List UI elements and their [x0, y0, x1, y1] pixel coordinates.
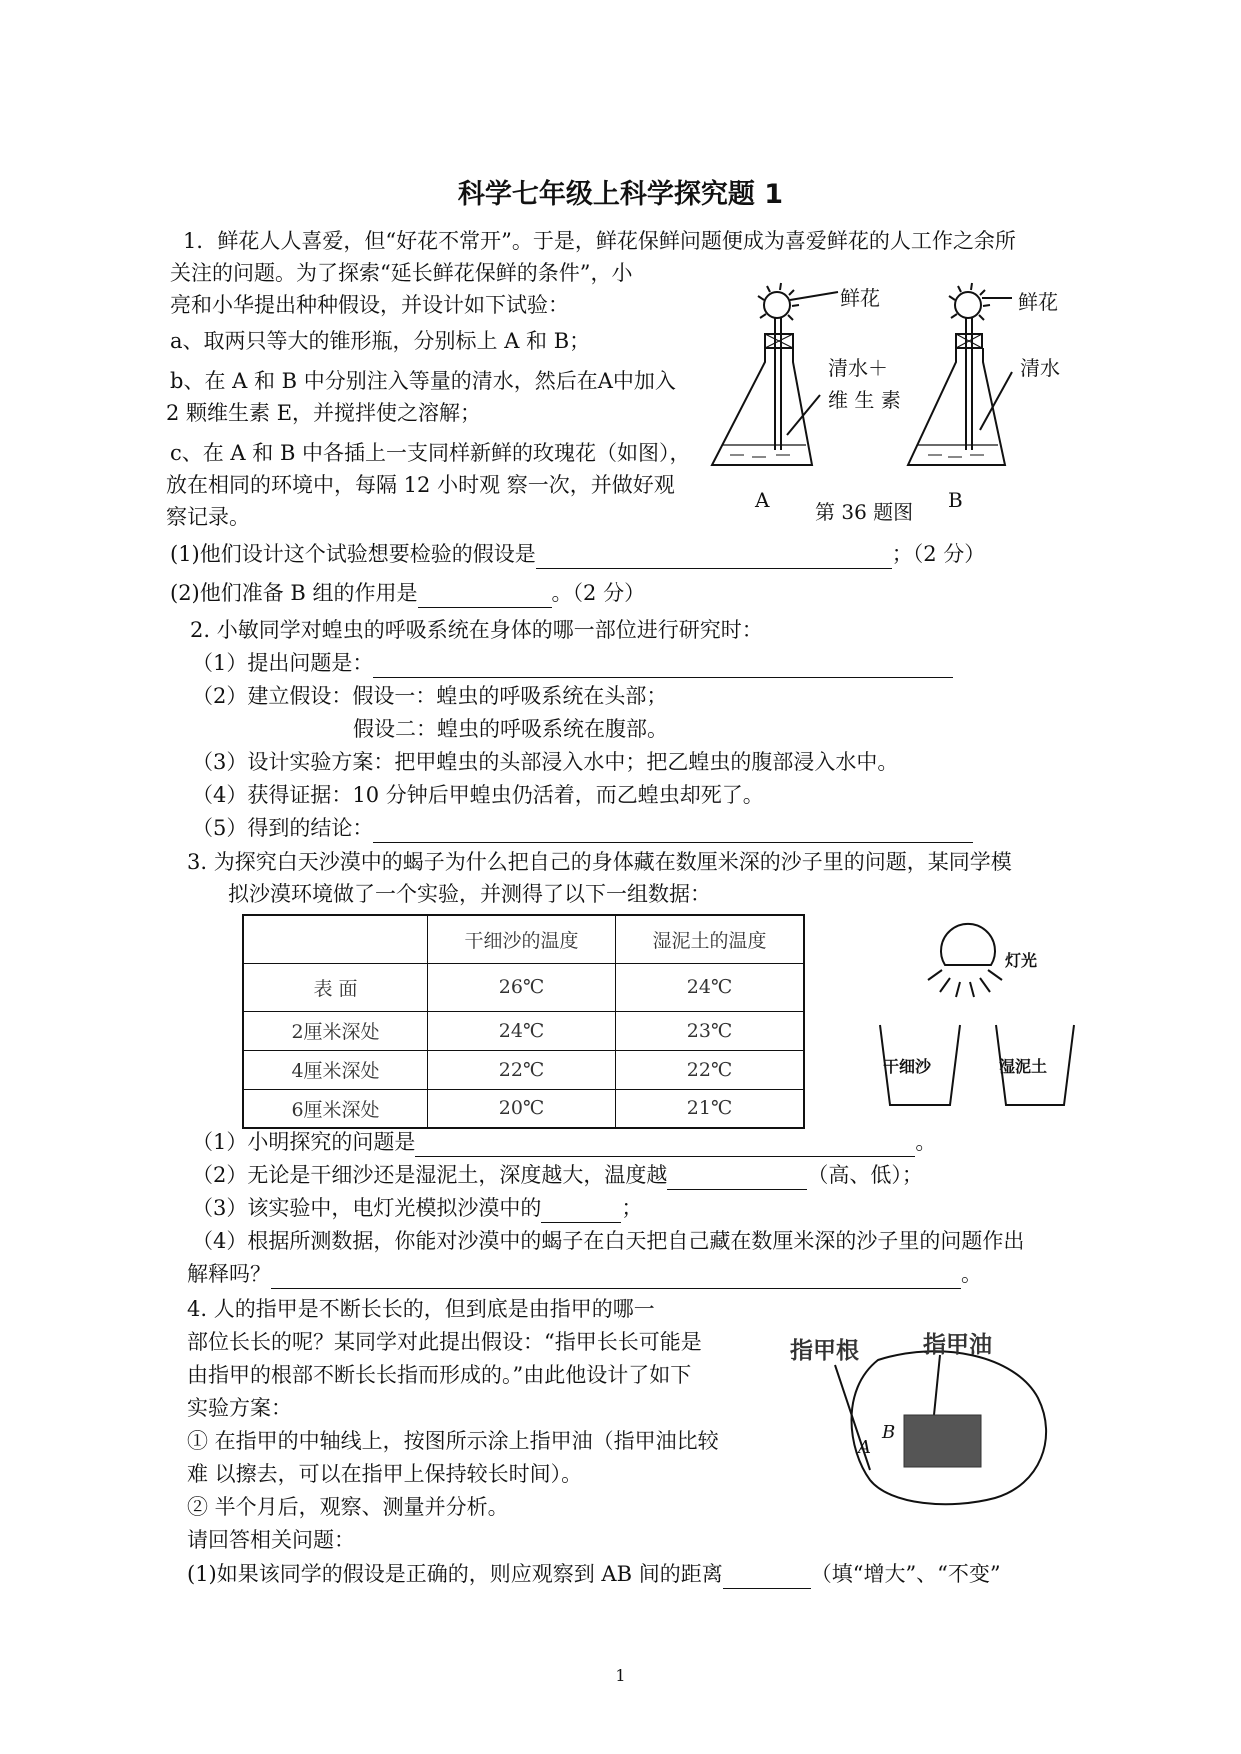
q1-intro: 关注的问题。为了探索“延长鲜花保鲜的条件”，小: [170, 261, 633, 285]
q1-sub2: (2)他们准备 B 组的作用是 。（2 分）: [170, 578, 645, 608]
flask-b-liquid-label: 清水: [1020, 356, 1060, 380]
flask-a-label: A: [755, 488, 770, 512]
q3-intro: 拟沙漠环境做了一个实验，并测得了以下一组数据：: [228, 882, 711, 906]
q4-step-1: ① 在指甲的中轴线上，按图所示涂上指甲油（指甲油比较: [187, 1429, 719, 1453]
q1-step-b: b、在 A 和 B 中分别注入等量的清水，然后在A中加入: [170, 369, 676, 393]
q1-sub1: (1)他们设计这个试验想要检验的假设是 ；（2 分）: [170, 539, 985, 569]
q4-text: 由指甲的根部不断长长指而形成的。”由此他设计了如下: [187, 1363, 692, 1387]
q1-step-c: c、在 A 和 B 中各插上一支同样新鲜的玫瑰花（如图），: [170, 441, 691, 465]
light-label: 灯光: [1005, 951, 1038, 970]
q1-step-c: 察记录。: [166, 505, 250, 529]
answer-blank[interactable]: [536, 548, 892, 569]
q4-text: 4. 人的指甲是不断长长的，但到底是由指甲的哪一: [187, 1297, 655, 1321]
table-header: 干细沙的温度: [428, 915, 616, 963]
q4-step-2: ② 半个月后，观察、测量并分析。: [187, 1495, 509, 1519]
q4-text: 请回答相关问题：: [187, 1528, 355, 1552]
answer-blank[interactable]: [667, 1169, 807, 1190]
q1-step-b: 2 颗维生素 E，并搅拌使之溶解；: [166, 401, 482, 425]
nail-polish-label: 指甲油: [923, 1332, 992, 1358]
page-title: 科学七年级上科学探究题 1: [457, 179, 784, 210]
answer-blank[interactable]: [723, 1568, 811, 1589]
q4-text: 部位长长的呢？某同学对此提出假设：“指甲长长可能是: [187, 1330, 702, 1354]
q3-sub4: 解释吗？ 。: [187, 1259, 982, 1289]
table-row: 2厘米深处 24℃ 23℃: [243, 1011, 804, 1050]
lamp-cups-figure: [870, 920, 1090, 1110]
q3-sub2: （2）无论是干细沙还是湿泥土，深度越大，温度越 （高、低）；: [192, 1160, 923, 1190]
q2-step-2b: 假设二：蝗虫的呼吸系统在腹部。: [353, 717, 668, 741]
q2-step-5: （5）得到的结论：: [192, 813, 973, 843]
answer-blank[interactable]: [373, 822, 973, 843]
q2-step-1: （1）提出问题是：: [192, 648, 953, 678]
q2-step-2: （2）建立假设：假设一：蝗虫的呼吸系统在头部；: [192, 684, 668, 708]
q2-step-4: （4）获得证据：10 分钟后甲蝗虫仍活着，而乙蝗虫却死了。: [192, 783, 764, 807]
q4-step-1: 难 以擦去，可以在指甲上保持较长时间）。: [187, 1462, 583, 1486]
page-number: 1: [615, 1666, 626, 1685]
q2-intro: 2. 小敏同学对蝗虫的呼吸系统在身体的哪一部位进行研究时：: [190, 618, 763, 642]
q4-sub1: (1)如果该同学的假设是正确的，则应观察到 AB 间的距离 （填“增大”、“不变”: [187, 1559, 1001, 1589]
q3-intro: 3. 为探究白天沙漠中的蝎子为什么把自己的身体藏在数厘米深的沙子里的问题，某同学模: [187, 850, 1012, 874]
answer-blank[interactable]: [541, 1202, 621, 1223]
table-header: [243, 915, 428, 963]
figure-caption: 第 36 题图: [815, 500, 914, 524]
q3-sub3: （3）该实验中，电灯光模拟沙漠中的 ；: [192, 1193, 642, 1223]
answer-blank[interactable]: [415, 1136, 915, 1157]
q2-step-3: （3）设计实验方案：把甲蝗虫的头部浸入水中；把乙蝗虫的腹部浸入水中。: [192, 750, 899, 774]
q1-step-a: a、取两只等大的锥形瓶，分别标上 A 和 B；: [170, 329, 591, 353]
table-row: 4厘米深处 22℃ 22℃: [243, 1050, 804, 1089]
wet-soil-cup-label: 湿泥土: [999, 1057, 1048, 1076]
q3-sub1: （1）小明探究的问题是 。: [192, 1127, 936, 1157]
flask-b-flower-label: 鲜花: [1018, 290, 1058, 314]
q1-step-c: 放在相同的环境中，每隔 12 小时观 察一次，并做好观: [166, 473, 675, 497]
answer-blank[interactable]: [418, 587, 552, 608]
flask-b-label: B: [948, 488, 963, 512]
q1-intro: 亮和小华提出种种假设，并设计如下试验：: [170, 293, 569, 317]
table-header: 湿泥土的温度: [616, 915, 805, 963]
flask-a-liquid-label: 维 生 素: [828, 388, 901, 412]
point-a-label: A: [858, 1437, 871, 1458]
table-row: 6厘米深处 20℃ 21℃: [243, 1089, 804, 1128]
q4-text: 实验方案：: [187, 1396, 292, 1420]
q3-sub4: （4）根据所测数据，你能对沙漠中的蝎子在白天把自己藏在数厘米深的沙子里的问题作出: [192, 1229, 1025, 1253]
temperature-table: [242, 914, 805, 1129]
flask-a-flower-label: 鲜花: [840, 286, 880, 310]
table-row: 表 面 26℃ 24℃: [243, 963, 804, 1011]
nail-root-label: 指甲根: [790, 1338, 859, 1364]
flask-a-liquid-label: 清水＋: [828, 356, 888, 380]
answer-blank[interactable]: [271, 1268, 961, 1289]
point-b-label: B: [882, 1422, 896, 1443]
q1-intro: 1．鲜花人人喜爱，但“好花不常开”。于是，鲜花保鲜问题便成为喜爱鲜花的人工作之余所: [183, 229, 1016, 253]
dry-sand-cup-label: 干细沙: [883, 1057, 932, 1076]
answer-blank[interactable]: [373, 657, 953, 678]
